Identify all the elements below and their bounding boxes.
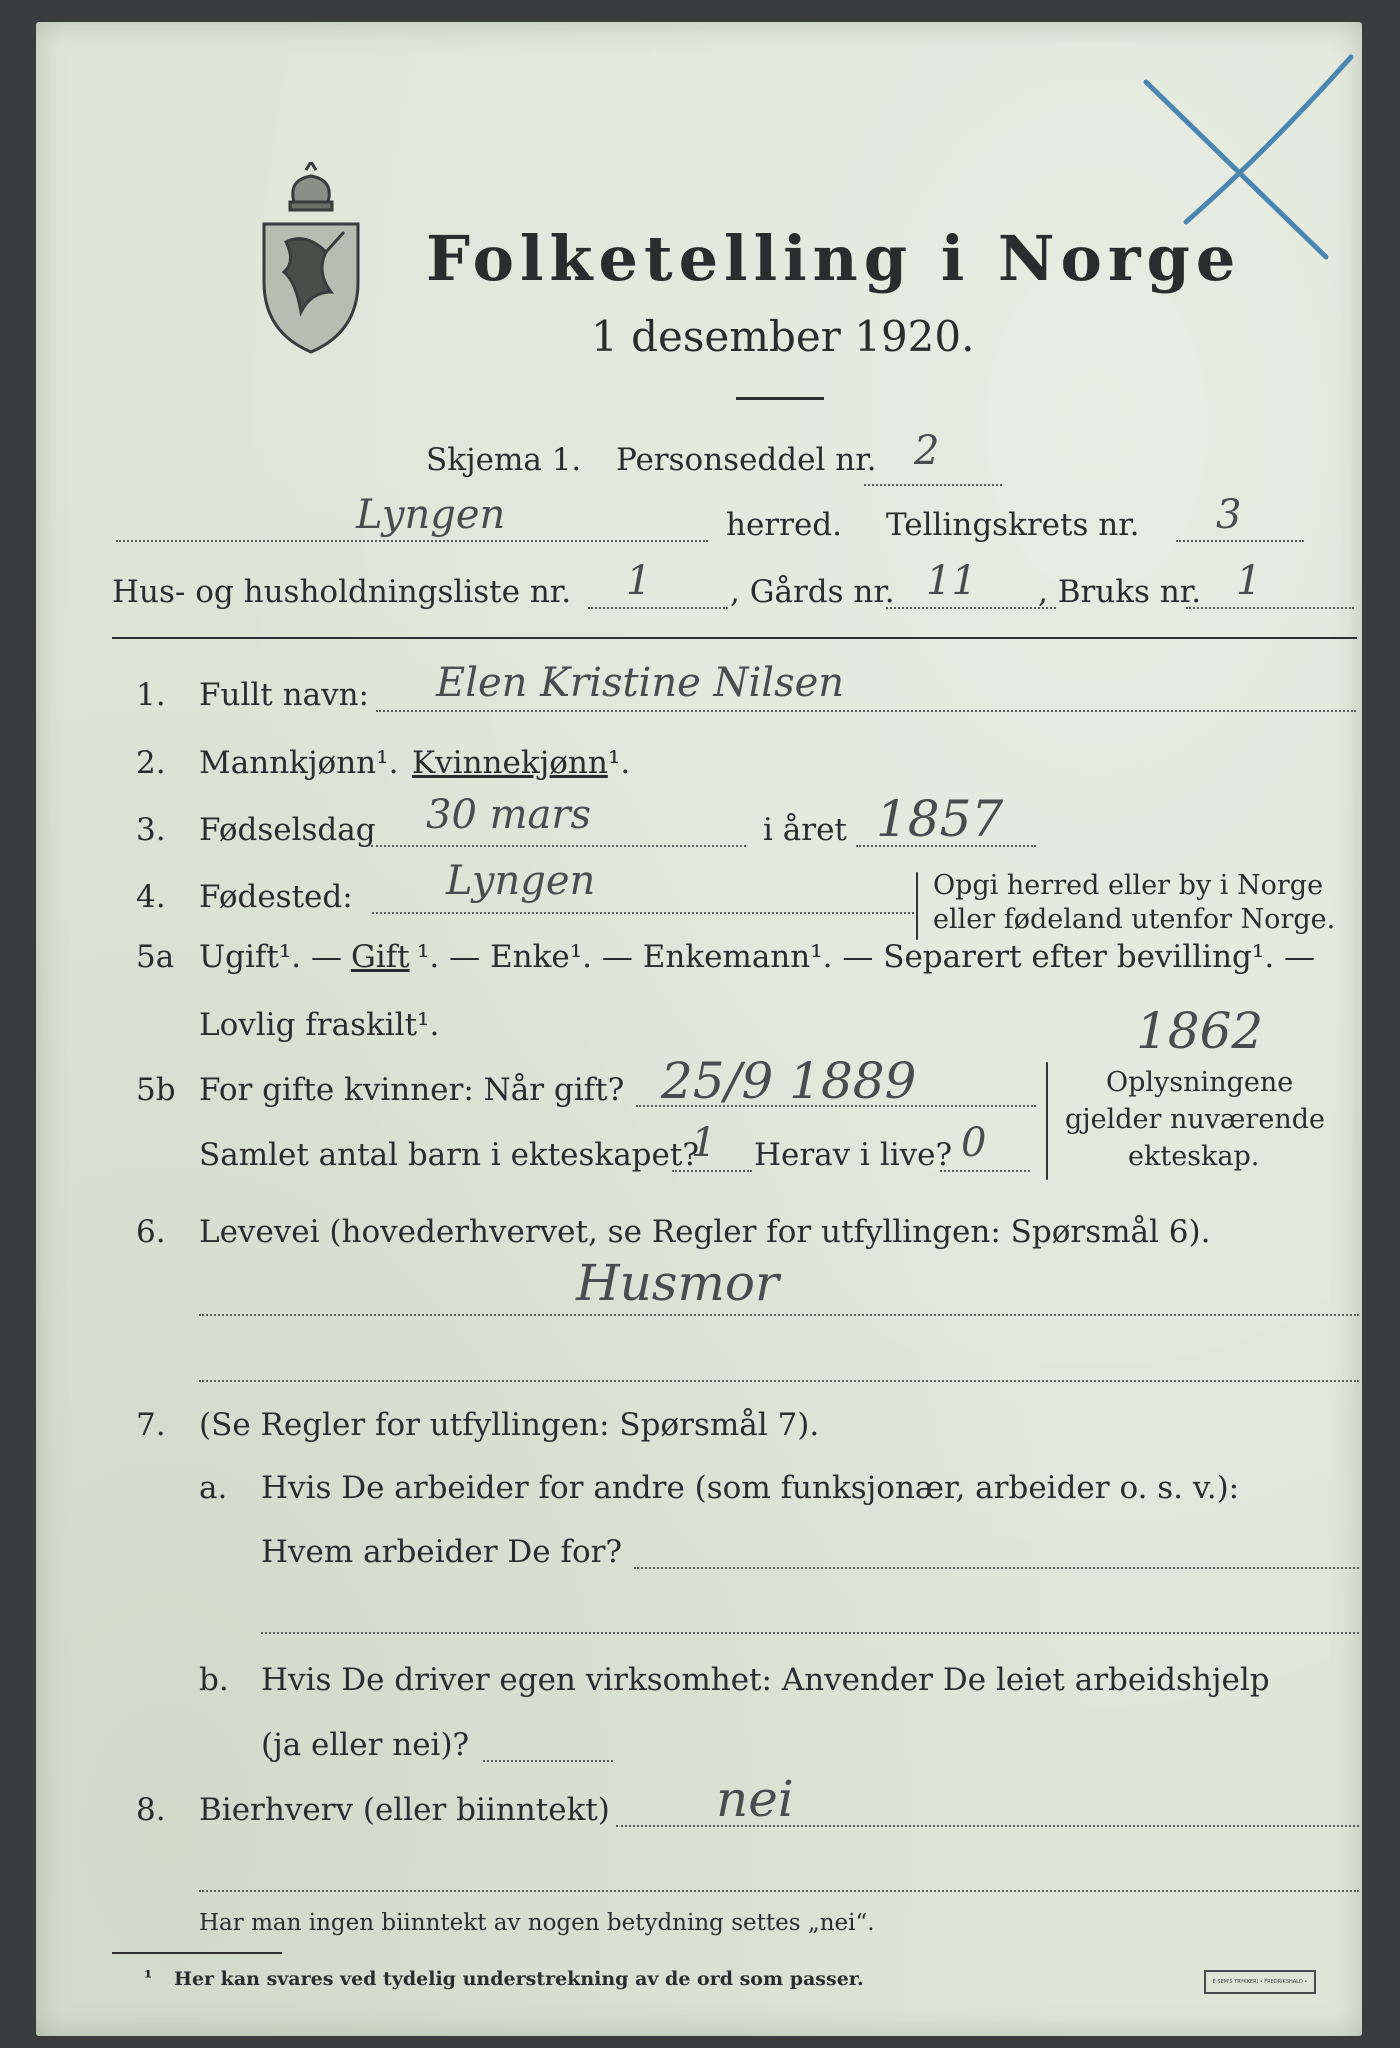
q3-number: 3. (136, 812, 166, 848)
q5b-note-2: gjelder nuværende (1065, 1104, 1325, 1135)
personseddel-label: Personseddel nr. (616, 442, 877, 478)
q8-label: Bierhverv (eller biinntekt) (199, 1792, 610, 1828)
herred-line (116, 540, 708, 542)
q5b-live-label: Herav i live? (754, 1137, 953, 1173)
bruks-label: , Bruks nr. (1038, 574, 1202, 610)
q2-kvinne-sup: ¹. (608, 745, 631, 781)
q3-year-value: 1857 (876, 790, 1004, 848)
q3-day-line (371, 845, 746, 847)
q8-line-2 (199, 1890, 1359, 1892)
q5b-barn-line (672, 1170, 752, 1172)
nei-note: Har man ingen biinntekt av nogen betydning settes „nei“. (199, 1910, 875, 1936)
q6-line-2 (199, 1380, 1359, 1382)
q5b-brace (1046, 1062, 1048, 1180)
q2-mann: Mannkjønn¹. (199, 745, 399, 781)
q7a-number: a. (199, 1470, 228, 1506)
footnote-text: Her kan svares ved tydelig understrekning av de ord som passer. (174, 1968, 864, 1990)
printer-stamp: E.SEM'S TRYKKERI • FREDRIKSHALD • (1204, 1970, 1316, 1994)
q3-year-label: i året (763, 812, 847, 848)
q4-brace (916, 872, 918, 940)
herred-label: herred. (726, 507, 842, 543)
q5b-gift-value: 25/9 1889 (661, 1052, 917, 1110)
q5b-barn-value: 1 (691, 1120, 717, 1166)
q5a-line2: Lovlig fraskilt¹. (199, 1007, 440, 1043)
q5a-ugift: Ugift¹. — (199, 939, 342, 975)
q8-number: 8. (136, 1792, 166, 1828)
q1-number: 1. (136, 677, 166, 713)
q2-kvinne: Kvinnekjønn (412, 745, 608, 781)
q7a-text: Hvis De arbeider for andre (som funksjonær, arbeider o. s. v.): (261, 1470, 1240, 1506)
q1-value: Elen Kristine Nilsen (436, 660, 845, 706)
footnote-mark: ¹ (144, 1967, 153, 1989)
gards-label: , Gårds nr. (730, 574, 895, 610)
q4-number: 4. (136, 879, 166, 915)
q7a-line-2 (261, 1632, 1359, 1634)
q7b-text-2: (ja eller nei)? (261, 1727, 470, 1763)
skjema-label: Skjema 1. (426, 442, 582, 478)
coat-of-arms-icon (256, 162, 366, 357)
q3-day-value: 30 mars (426, 792, 592, 838)
form-title: Folketelling i Norge (426, 222, 1242, 295)
q7a-text-2: Hvem arbeider De for? (261, 1534, 623, 1570)
q4-line (372, 912, 918, 914)
q1-line (376, 710, 1356, 712)
tellingskrets-line (1176, 540, 1304, 542)
q8-value: nei (716, 1770, 794, 1828)
q7-number: 7. (136, 1407, 166, 1443)
q5b-note-3: ekteskap. (1128, 1141, 1260, 1172)
title-divider (736, 397, 824, 400)
personseddel-value: 2 (914, 428, 940, 474)
tellingskrets-value: 3 (1216, 492, 1242, 538)
q6-label: Levevei (hovederhvervet, se Regler for utfyllingen: Spørsmål 6). (199, 1214, 1211, 1250)
header-divider (112, 637, 1357, 639)
hus-value: 1 (626, 558, 652, 604)
q5b-live-line (940, 1170, 1030, 1172)
q5b-label: For gifte kvinner: Når gift? (199, 1072, 625, 1108)
personseddel-line (864, 484, 1002, 486)
q5a-rest: ¹. — Enke¹. — Enkemann¹. — Separert efter bevilling¹. — (417, 939, 1316, 975)
hus-label: Hus- og husholdningsliste nr. (112, 574, 572, 610)
q6-number: 6. (136, 1214, 166, 1250)
census-form-paper (36, 22, 1362, 2036)
q7b-number: b. (199, 1662, 229, 1698)
q3-label: Fødselsdag (199, 812, 376, 848)
q5a-number: 5a (136, 939, 175, 975)
q4-value: Lyngen (446, 858, 596, 904)
tellingskrets-label: Tellingskrets nr. (886, 507, 1140, 543)
q1-label: Fullt navn: (199, 677, 369, 713)
hus-line (588, 607, 728, 609)
q6-value: Husmor (576, 1254, 779, 1312)
q5b-number: 5b (136, 1072, 176, 1108)
q7-label: (Se Regler for utfyllingen: Spørsmål 7). (199, 1407, 820, 1443)
footnote-rule (112, 1952, 282, 1954)
q4-note-2: eller fødeland utenfor Norge. (933, 904, 1336, 935)
q7a-line-1 (634, 1567, 1359, 1569)
bruks-line (1186, 607, 1354, 609)
q5b-live-value: 0 (961, 1120, 987, 1166)
q4-note-1: Opgi herred eller by i Norge (933, 870, 1324, 901)
q5b-barn-label: Samlet antal barn i ekteskapet? (199, 1137, 699, 1173)
q2-number: 2. (136, 745, 166, 781)
gards-line (886, 607, 1056, 609)
q7b-line (483, 1760, 613, 1762)
q5b-extra-value: 1862 (1136, 1002, 1264, 1060)
q5b-note-1: Oplysningene (1106, 1067, 1294, 1098)
form-date: 1 desember 1920. (591, 312, 975, 361)
herred-value: Lyngen (356, 492, 506, 538)
bruks-value: 1 (1236, 558, 1262, 604)
q6-line-1 (199, 1314, 1359, 1316)
q4-label: Fødested: (199, 879, 353, 915)
q7b-text: Hvis De driver egen virksomhet: Anvender De leiet arbeidshjelp (261, 1662, 1270, 1698)
gards-value: 11 (926, 558, 977, 604)
q5a-gift: Gift (351, 939, 410, 975)
